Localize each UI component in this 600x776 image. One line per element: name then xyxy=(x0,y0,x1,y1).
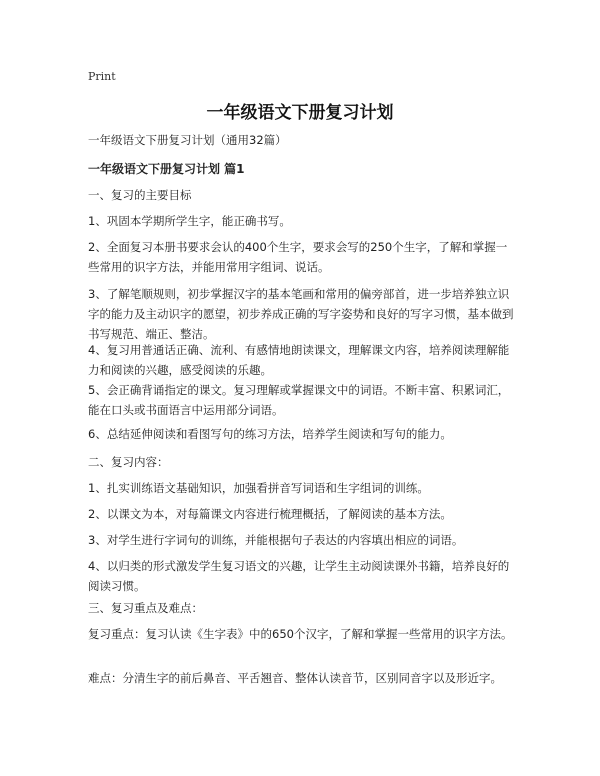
document-subtitle: 一年级语文下册复习计划（通用32篇） xyxy=(88,133,287,147)
paragraph: 2、全面复习本册书要求会认的400个生字，要求会写的250个生字，了解和掌握一些常用的识字方法，并能用常用字组词、说话。 xyxy=(88,240,508,274)
paragraph: 一、复习的主要目标 xyxy=(88,188,192,202)
document-title: 一年级语文下册复习计划 xyxy=(206,103,394,123)
paragraph: 三、复习重点及难点： xyxy=(88,601,203,615)
paragraph: 难点：分清生字的前后鼻音、平舌翘音、整体认读音节，区别同音字以及形近字。 xyxy=(88,671,502,685)
paragraph: 二、复习内容： xyxy=(88,455,169,469)
paragraph: 4、复习用普通话正确、流利、有感情地朗读课文，理解课文内容，培养阅读理解能力和阅读的兴趣，感受阅读的乐趣。 xyxy=(88,343,510,377)
paragraph: 复习重点：复习认读《生字表》中的650个汉字，了解和掌握一些常用的识字方法。 xyxy=(88,627,513,641)
section-heading: 一年级语文下册复习计划 篇1 xyxy=(88,162,245,176)
paragraph: 1、巩固本学期所学生字，能正确书写。 xyxy=(88,214,291,228)
paragraph: 5、会正确背诵指定的课文。复习理解或掌握课文中的词语。不断丰富、积累词汇，能在口头或书面语言中运用部分词语。 xyxy=(88,383,510,417)
paragraph: 1、扎实训练语文基础知识，加强看拼音写词语和生字组词的训练。 xyxy=(88,481,429,495)
paragraph: 6、总结延伸阅读和看图写句的练习方法，培养学生阅读和写句的能力。 xyxy=(88,427,452,441)
paragraph: 2、以课文为本，对每篇课文内容进行梳理概括，了解阅读的基本方法。 xyxy=(88,507,452,521)
paragraph: 4、以归类的形式激发学生复习语文的兴趣，让学生主动阅读课外书籍，培养良好的阅读习惯。 xyxy=(88,559,510,593)
paragraph: 3、了解笔顺规则，初步掌握汉字的基本笔画和常用的偏旁部首，进一步培养独立识字的能力及主动识字的愿望，初步养成正确的写字姿势和良好的写字习惯，基本做到书写规范、端正、整洁。 xyxy=(88,287,514,341)
paragraph: 3、对学生进行字词句的训练，并能根据句子表达的内容填出相应的词语。 xyxy=(88,533,464,547)
print-link[interactable]: Print xyxy=(88,70,116,83)
